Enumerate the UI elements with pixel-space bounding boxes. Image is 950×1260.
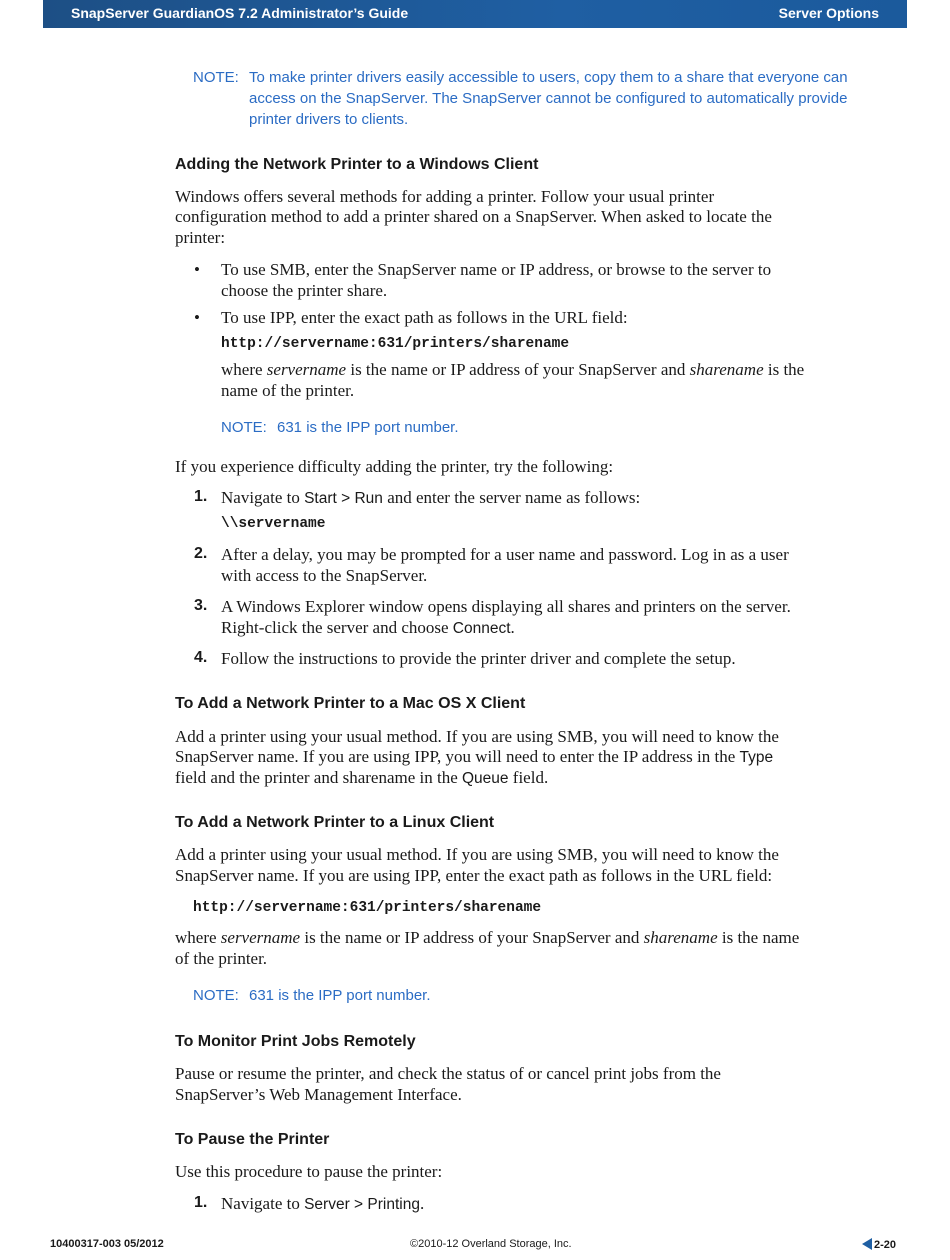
text: is the name or IP address of your SnapServer and [346, 360, 690, 379]
step-line: After a delay, you may be prompted for a user name and password. Log in as a user [221, 545, 789, 564]
text: Navigate to [221, 488, 305, 507]
text: Navigate to [221, 1194, 305, 1213]
heading-pause-printer: To Pause the Printer [175, 1131, 330, 1148]
ui-term: Start > Run [304, 490, 383, 507]
note-line: To make printer drivers easily accessible to users, copy them to a share that everyone can [249, 69, 848, 86]
text-em: servername [266, 360, 347, 379]
text: where [221, 360, 267, 379]
paragraph-line [175, 747, 773, 769]
footer-page[interactable] [862, 1238, 896, 1251]
paragraph-line: Add a printer using your usual method. If you are using SMB, you will need to know the [175, 845, 779, 864]
paragraph-line: SnapServer’s Web Management Interface. [175, 1085, 462, 1104]
step-number: 3. [194, 597, 208, 614]
paragraph-line [175, 768, 548, 790]
step-line [221, 1194, 424, 1216]
text: SnapServer name. If you are using IPP, you will need to enter the IP address in the [175, 747, 740, 766]
note-ipp-port [221, 418, 621, 440]
note-printer-drivers [193, 68, 913, 132]
bullet: • [194, 260, 200, 279]
bullet-line: To use IPP, enter the exact path as follows in the URL field: [221, 308, 628, 327]
paragraph-line: printer: [175, 228, 226, 247]
paragraph-line: Pause or resume the printer, and check the status of or cancel print jobs from the [175, 1064, 721, 1083]
text: field and the printer and sharename in the [175, 768, 462, 787]
footer-doc-number: 10400317-003 05/2012 [50, 1238, 164, 1250]
step-line: Follow the instructions to provide the printer driver and complete the setup. [221, 649, 736, 668]
note-text: 631 is the IPP port number. [277, 419, 459, 436]
heading-monitor-jobs: To Monitor Print Jobs Remotely [175, 1033, 416, 1050]
text-em: servername [220, 928, 301, 947]
paragraph-line: SnapServer name. If you are using IPP, enter the exact path as follows in the URL field: [175, 866, 773, 885]
step-number: 1. [194, 1194, 208, 1211]
note-label: NOTE: [193, 987, 239, 1004]
note-ipp-port [193, 986, 593, 1008]
ui-term: Queue [462, 770, 509, 787]
step-line [221, 618, 515, 640]
text: is the name or IP address of your SnapServer and [300, 928, 644, 947]
bullet: • [194, 308, 200, 327]
paragraph-line: Use this procedure to pause the printer: [175, 1162, 443, 1181]
note-text: 631 is the IPP port number. [249, 987, 431, 1004]
code-servername: \\servername [221, 516, 326, 532]
code-ipp-path: http://servername:631/printers/sharename [221, 336, 570, 352]
ui-term: Server > Printing [304, 1196, 420, 1213]
where-line: name of the printer. [221, 381, 355, 400]
page-header [43, 0, 907, 28]
heading-linux-client: To Add a Network Printer to a Linux Client [175, 814, 495, 831]
where-line: of the printer. [175, 949, 268, 968]
header-section: Server Options [778, 5, 879, 21]
text: field. [508, 768, 549, 787]
step-number: 2. [194, 545, 208, 562]
ui-term: Type [739, 749, 774, 766]
step-line: A Windows Explorer window opens displaying all shares and printers on the server. [221, 597, 791, 616]
paragraph-line: Add a printer using your usual method. If you are using SMB, you will need to know the [175, 727, 779, 746]
text-em: sharename [643, 928, 718, 947]
text: where [175, 928, 221, 947]
text: . [419, 1194, 425, 1213]
footer-page-number: 2-20 [874, 1239, 897, 1251]
code-ipp-path: http://servername:631/printers/sharename [193, 900, 542, 916]
footer-copyright: ©2010-12 Overland Storage, Inc. [410, 1238, 572, 1250]
text: is the name [717, 928, 800, 947]
text: is the [763, 360, 805, 379]
bullet-line: choose the printer share. [221, 281, 388, 300]
heading-windows-client: Adding the Network Printer to a Windows Client [175, 156, 539, 173]
back-arrow-icon[interactable] [862, 1238, 872, 1250]
text: and enter the server name as follows: [382, 488, 641, 507]
note-label: NOTE: [193, 69, 239, 86]
paragraph-line: Windows offers several methods for adding a printer. Follow your usual printer [175, 187, 715, 206]
note-line: printer drivers to clients. [249, 111, 409, 128]
paragraph-line: If you experience difficulty adding the printer, try the following: [175, 457, 614, 476]
text: . [510, 618, 515, 637]
step-line [221, 488, 640, 510]
header-title: SnapServer GuardianOS 7.2 Administrator’s Guide [71, 5, 409, 21]
text-em: sharename [689, 360, 764, 379]
ui-term: Connect [452, 620, 511, 637]
where-line [175, 928, 799, 949]
note-line: access on the SnapServer. The SnapServer cannot be configured to automatically provide [249, 90, 848, 107]
text: Right-click the server and choose [221, 618, 453, 637]
note-label: NOTE: [221, 419, 267, 436]
step-number: 1. [194, 488, 208, 505]
bullet-line: To use SMB, enter the SnapServer name or IP address, or browse to the server to [221, 260, 772, 279]
where-line [221, 360, 804, 381]
heading-mac-client: To Add a Network Printer to a Mac OS X Client [175, 695, 526, 712]
paragraph-line: configuration method to add a printer shared on a SnapServer. When asked to locate the [175, 207, 772, 226]
step-number: 4. [194, 649, 208, 666]
step-line: with access to the SnapServer. [221, 566, 428, 585]
